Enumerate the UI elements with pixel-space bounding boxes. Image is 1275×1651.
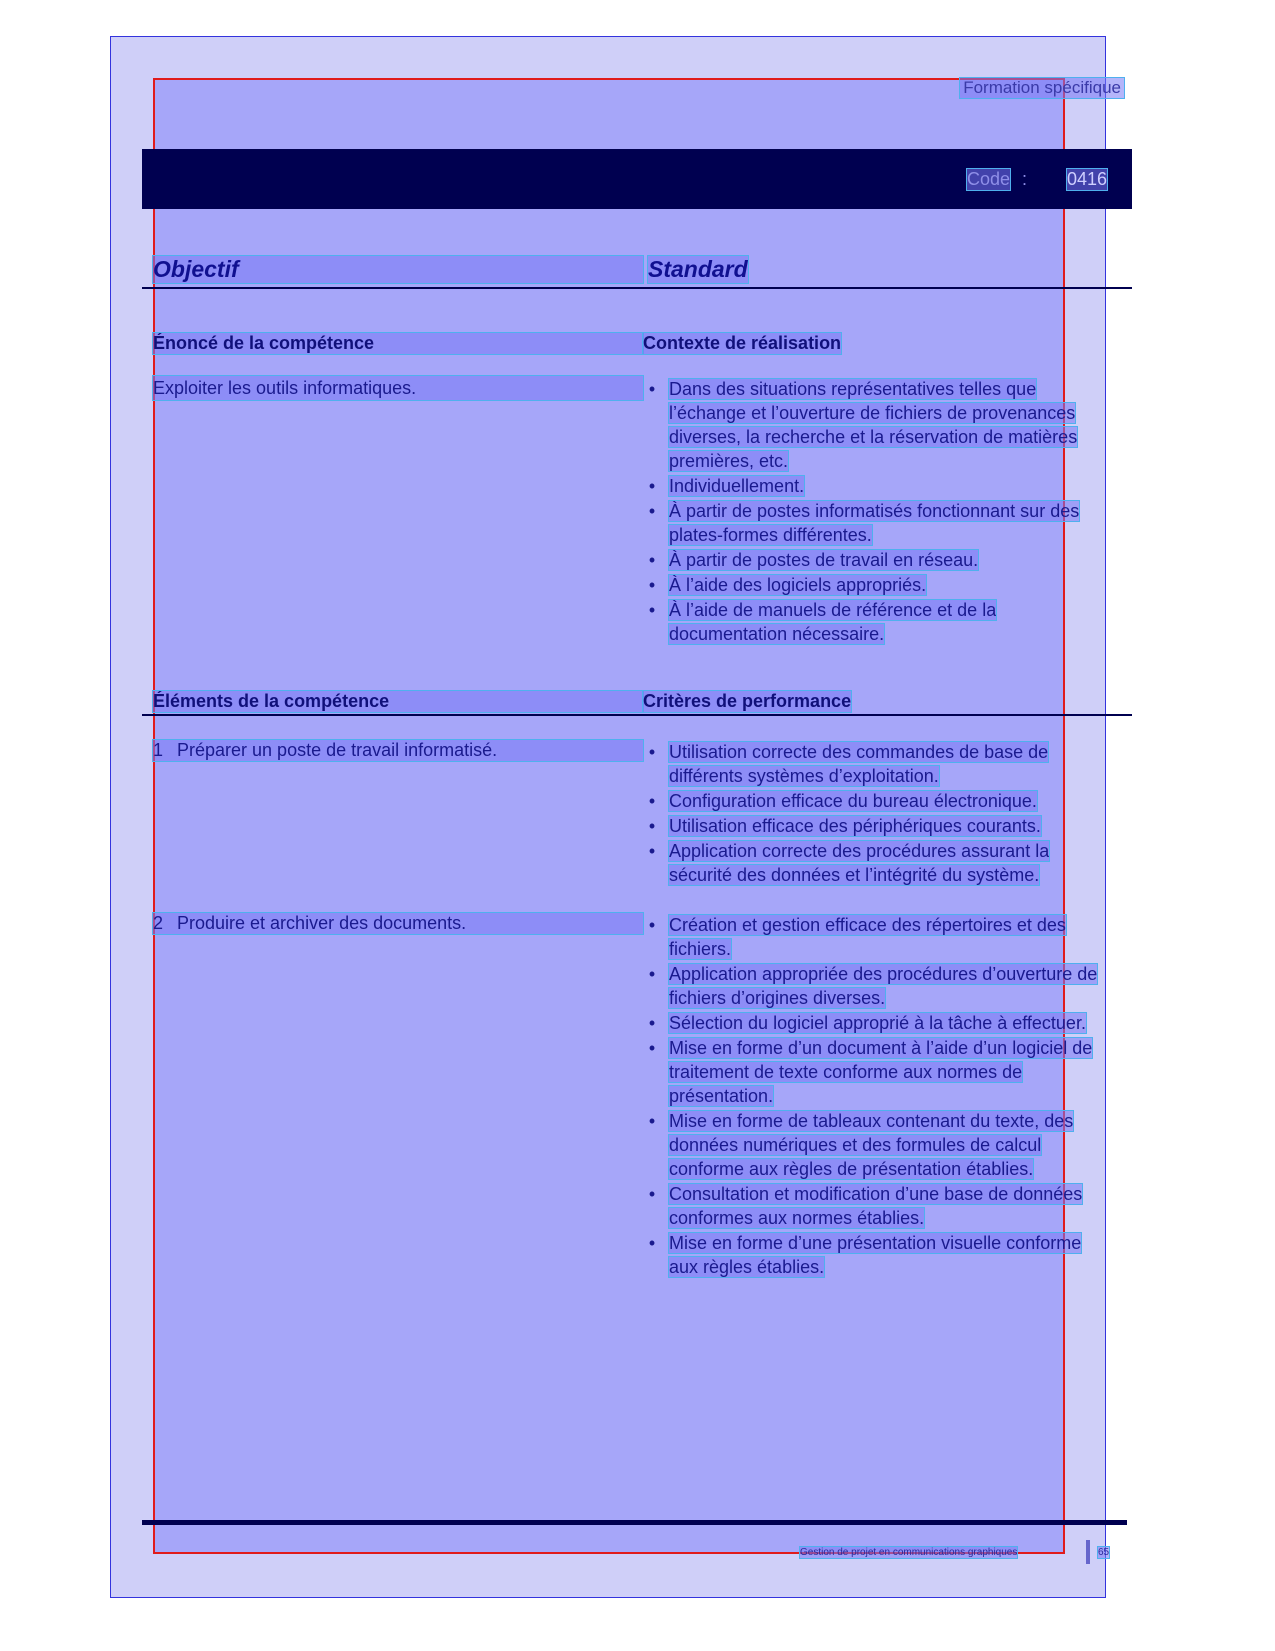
page-number: 65 bbox=[1098, 1547, 1110, 1558]
list-item: • À l’aide de manuels de référence et de la documentation nécessaire. bbox=[643, 598, 1113, 646]
list-item: • Mise en forme d’une présentation visuelle conforme aux règles établies. bbox=[643, 1231, 1113, 1279]
list-item: • Individuellement. bbox=[643, 474, 1113, 498]
elements-label: Éléments de la compétence bbox=[153, 691, 643, 712]
footer-rule bbox=[142, 1520, 1127, 1525]
bullet-icon: • bbox=[648, 550, 656, 570]
element-text: Produire et archiver des documents. bbox=[177, 913, 467, 933]
bullet-icon: • bbox=[648, 742, 656, 762]
bullet-icon: • bbox=[648, 964, 656, 984]
criteria-list-1 bbox=[643, 740, 1113, 888]
bullet-icon: • bbox=[648, 1233, 656, 1253]
list-item: • Application correcte des procédures assurant la sécurité des données et l’intégrité du système. bbox=[643, 839, 1113, 887]
element-2 bbox=[153, 913, 643, 934]
bullet-icon: • bbox=[648, 1013, 656, 1033]
code-value: 0416 bbox=[1067, 169, 1108, 189]
list-item: • Consultation et modification d’une base de données conformes aux normes établies. bbox=[643, 1182, 1113, 1230]
code-label: Code bbox=[967, 169, 1011, 189]
criteria-list-2 bbox=[643, 913, 1113, 1280]
bullet-icon: • bbox=[648, 1038, 656, 1058]
bullet-icon: • bbox=[648, 1111, 656, 1131]
section-rule bbox=[142, 714, 1132, 716]
element-number: 1 bbox=[153, 740, 164, 760]
bullet-icon: • bbox=[648, 816, 656, 836]
enonce-label: Énoncé de la compétence bbox=[153, 333, 643, 354]
list-item: • Mise en forme d’un document à l’aide d’un logiciel de traitement de texte conforme aux normes de présentation. bbox=[643, 1036, 1113, 1108]
standard-heading: Standard bbox=[648, 256, 748, 282]
list-item: • Dans des situations représentatives telles que l’échange et l’ouverture de fichiers de provenances diverses, la recherche et la réservation de matières premières, etc. bbox=[643, 377, 1113, 473]
contexte-label: Contexte de réalisation bbox=[643, 333, 842, 353]
list-item: • Configuration efficace du bureau électronique. bbox=[643, 789, 1113, 813]
element-number: 2 bbox=[153, 913, 164, 933]
code-banner bbox=[142, 149, 1132, 209]
bullet-icon: • bbox=[648, 791, 656, 811]
footer-separator bbox=[1086, 1540, 1090, 1564]
bullet-icon: • bbox=[648, 600, 656, 620]
criteres-label: Critères de performance bbox=[643, 691, 852, 711]
list-item: • Utilisation correcte des commandes de base de différents systèmes d’exploitation. bbox=[643, 740, 1113, 788]
list-item: • Création et gestion efficace des répertoires et des fichiers. bbox=[643, 913, 1113, 961]
element-1 bbox=[153, 740, 643, 761]
list-item: • Mise en forme de tableaux contenant du texte, des données numériques et des formules de calcul conforme aux règles de présentation établies. bbox=[643, 1109, 1113, 1181]
list-item: • À partir de postes de travail en réseau. bbox=[643, 548, 1113, 572]
list-item: • Utilisation efficace des périphériques courants. bbox=[643, 814, 1113, 838]
list-item: • Application appropriée des procédures d’ouverture de fichiers d’origines diverses. bbox=[643, 962, 1113, 1010]
heading-rule bbox=[142, 287, 1132, 289]
code-separator: : bbox=[1022, 169, 1028, 189]
enonce-text: Exploiter les outils informatiques. bbox=[153, 376, 643, 400]
bullet-icon: • bbox=[648, 379, 656, 399]
bullet-icon: • bbox=[648, 915, 656, 935]
element-text: Préparer un poste de travail informatisé. bbox=[177, 740, 498, 760]
list-item: • À partir de postes informatisés fonctionnant sur des plates-formes différentes. bbox=[643, 499, 1113, 547]
footer-program: Gestion de projet en communications graphiques bbox=[800, 1547, 1018, 1558]
bullet-icon: • bbox=[648, 575, 656, 595]
bullet-icon: • bbox=[648, 841, 656, 861]
bullet-icon: • bbox=[648, 501, 656, 521]
list-item: • Sélection du logiciel approprié à la tâche à effectuer. bbox=[643, 1011, 1113, 1035]
list-item: • À l’aide des logiciels appropriés. bbox=[643, 573, 1113, 597]
bullet-icon: • bbox=[648, 476, 656, 496]
bullet-icon: • bbox=[648, 1184, 656, 1204]
document-category: Formation spécifique bbox=[960, 78, 1124, 98]
contexte-list bbox=[643, 377, 1113, 647]
objectif-heading: Objectif bbox=[153, 256, 643, 283]
